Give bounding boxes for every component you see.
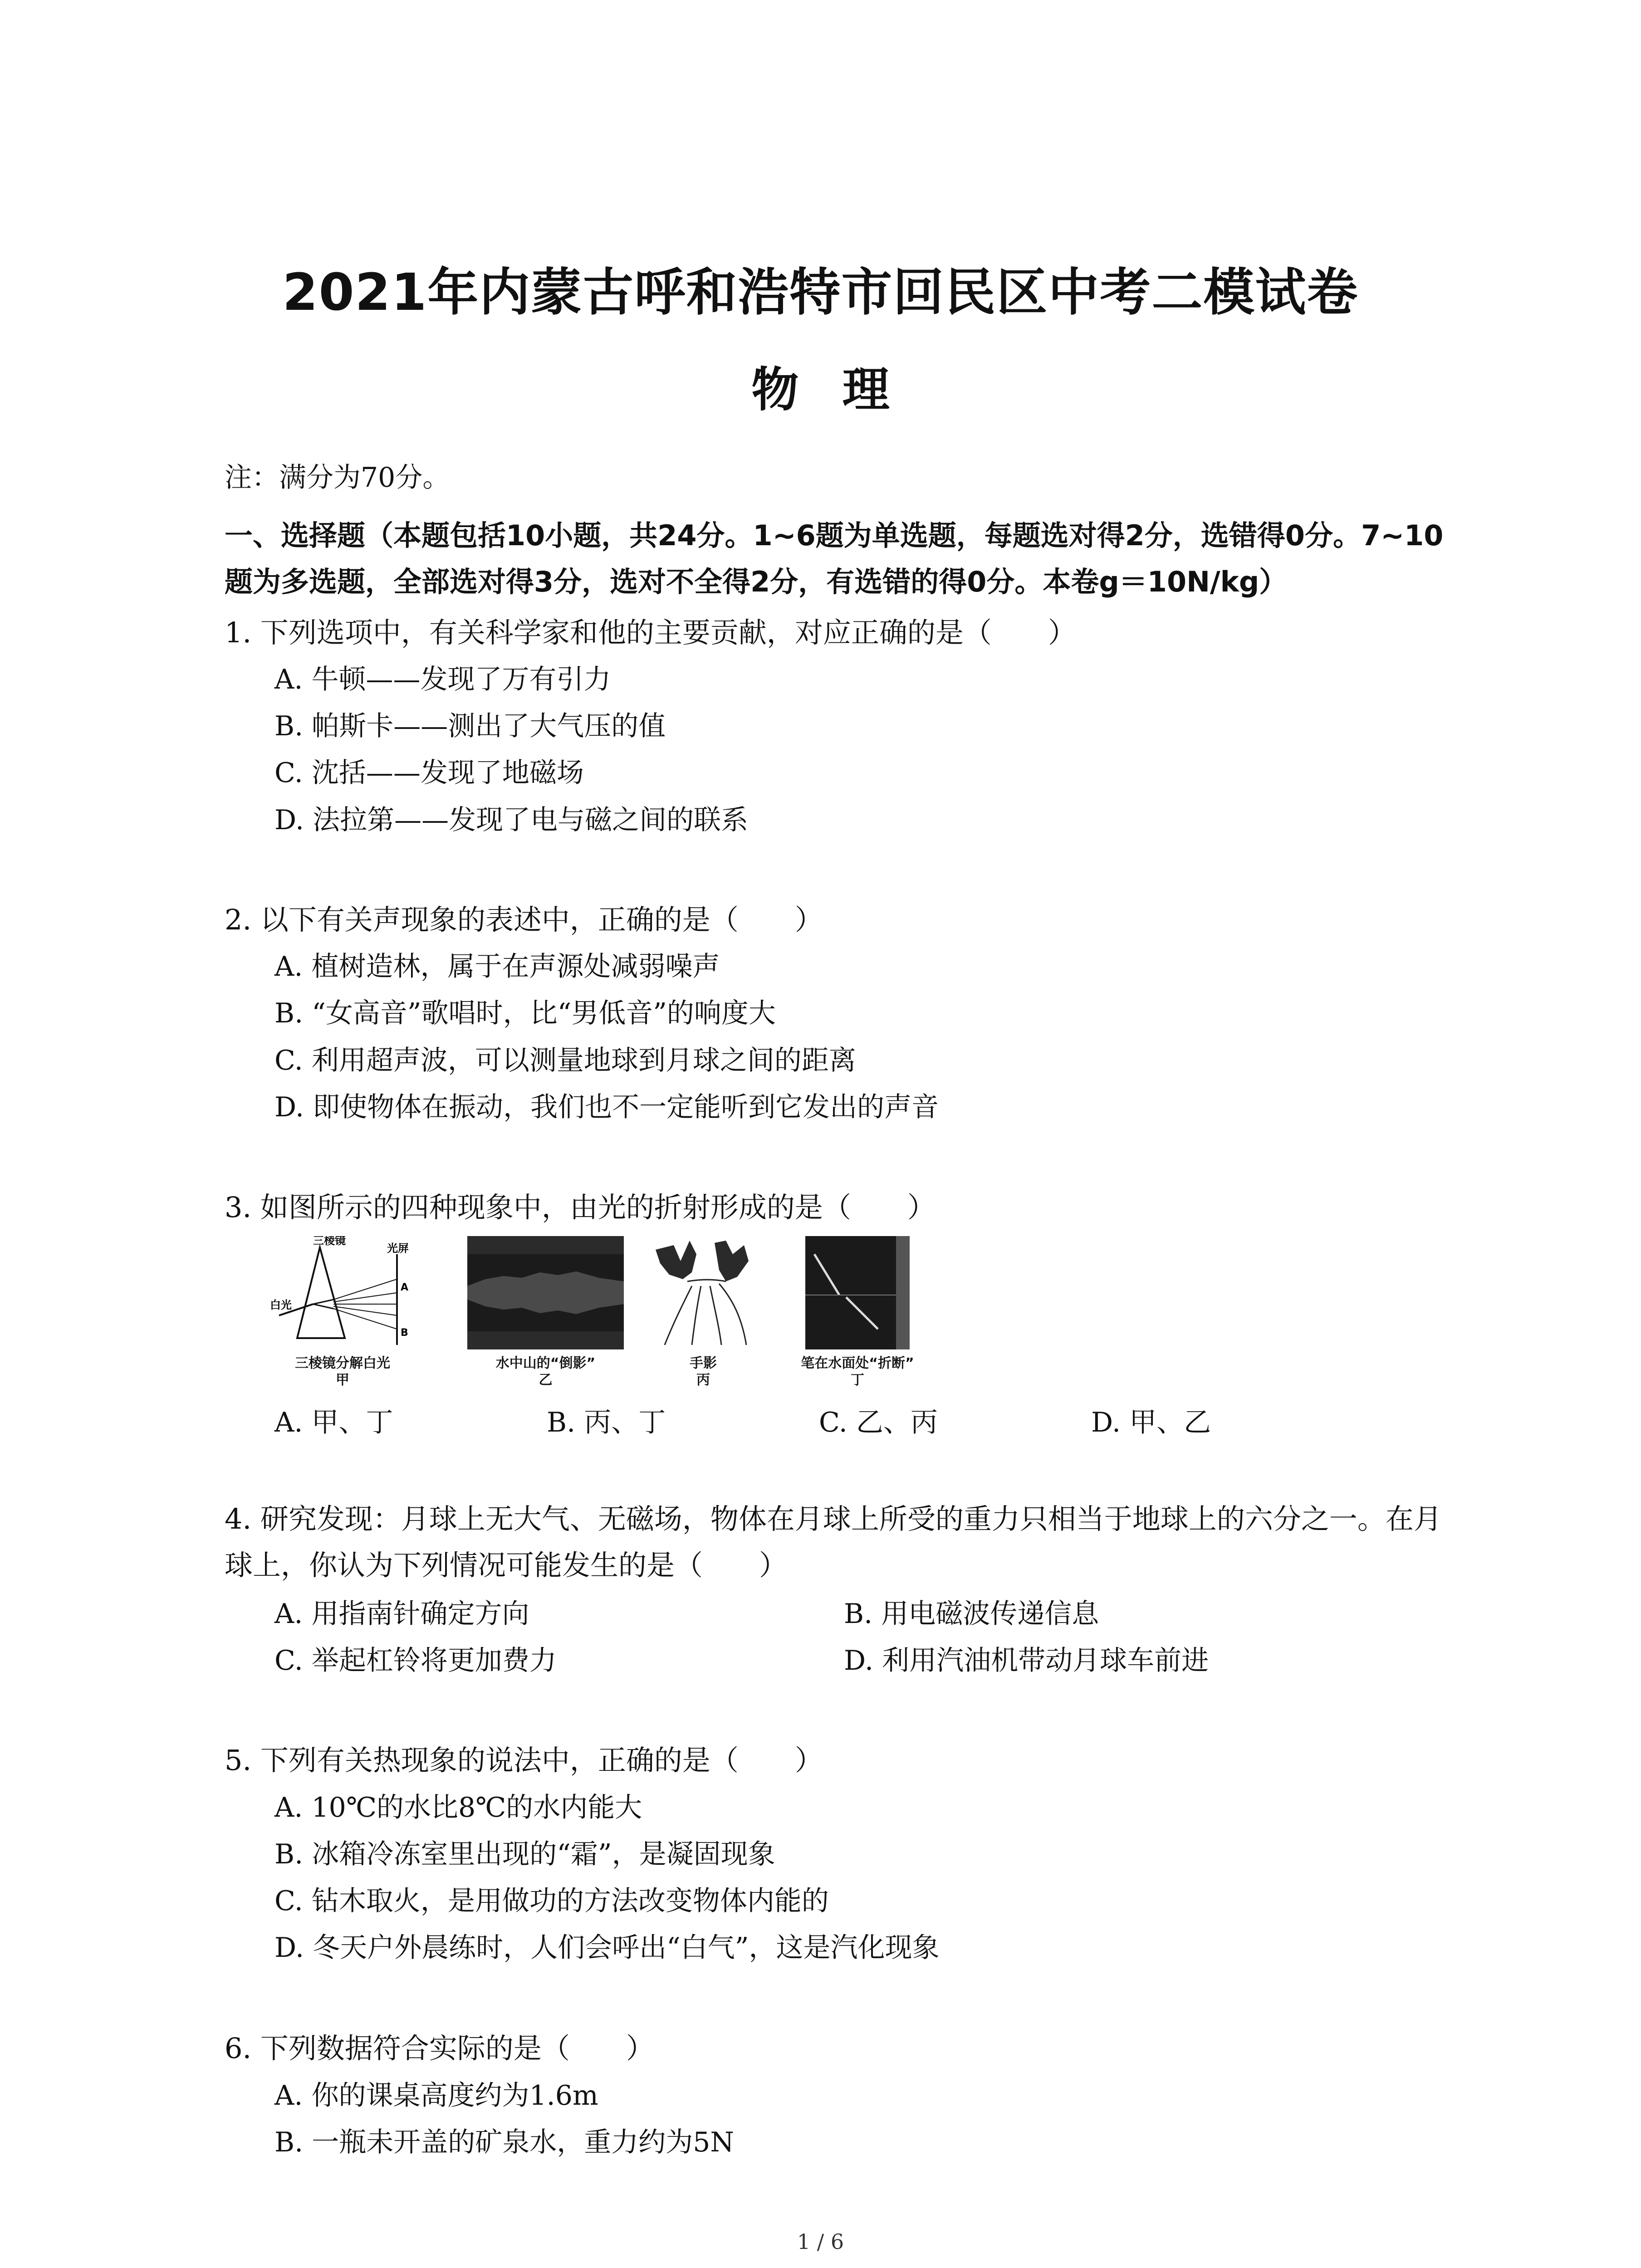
figure-yi: [467, 1236, 624, 1386]
tag-bing: 丙: [696, 1372, 710, 1388]
caption-jia: 三棱镜分解白光: [295, 1355, 390, 1371]
q3-option-a: A. 甲、丁: [274, 1407, 393, 1438]
q5-option-c: C. 钻木取火，是用做功的方法改变物体内能的: [274, 1885, 829, 1917]
page-number: 1 / 6: [797, 2229, 844, 2254]
q3-option-c: C. 乙、丙: [819, 1407, 938, 1438]
figure-ding: [796, 1236, 919, 1386]
q4-option-a: A. 用指南针确定方向: [274, 1598, 529, 1630]
tag-yi: 乙: [539, 1372, 553, 1388]
subject-title: 物 理: [751, 362, 890, 417]
q1-stem: 1. 下列选项中，有关科学家和他的主要贡献，对应正确的是（ ）: [225, 616, 1076, 649]
q1-option-c: C. 沈括——发现了地磁场: [274, 757, 584, 789]
q3-stem: 3. 如图所示的四种现象中，由光的折射形成的是（ ）: [225, 1191, 936, 1224]
q2-option-c: C. 利用超声波，可以测量地球到月球之间的距离: [274, 1045, 856, 1076]
q4-option-d: D. 利用汽油机带动月球车前进: [844, 1645, 1209, 1677]
q4-option-c: C. 举起杠铃将更加费力: [274, 1645, 557, 1677]
label-b: B: [401, 1327, 408, 1339]
q2-option-d: D. 即使物体在振动，我们也不一定能听到它发出的声音: [274, 1091, 939, 1123]
caption-yi: 水中山的“倒影”: [495, 1355, 596, 1371]
q2-option-b: B. “女高音”歌唱时，比“男低音”的响度大: [274, 997, 776, 1029]
q5-stem: 5. 下列有关热现象的说法中，正确的是（ ）: [225, 1744, 823, 1777]
label-prism: 三棱镜: [313, 1236, 346, 1247]
q5-option-d: D. 冬天户外晨练时，人们会呼出“白气”，这是汽化现象: [274, 1932, 940, 1964]
q4-option-b: B. 用电磁波传递信息: [844, 1598, 1099, 1630]
figure-bing: [647, 1236, 760, 1386]
prism-diagram: [270, 1236, 415, 1354]
prism-triangle: [297, 1247, 345, 1338]
pencil-in-water-photo: [796, 1236, 919, 1349]
exam-title: 2021年内蒙古呼和浩特市回民区中考二模试卷: [282, 263, 1359, 322]
q2-stem: 2. 以下有关声现象的表述中，正确的是（ ）: [225, 903, 823, 936]
section-heading: 一、选择题（本题包括10小题，共24分。1~6题为单选题，每题选对得2分，选错得0分。7~10题为多选题，全部选对得3分，选对不全得2分，有选错的得0分。本卷g＝10N/kg）: [225, 519, 1444, 598]
q5-option-a: A. 10℃的水比8℃的水内能大: [274, 1792, 642, 1823]
q6-stem: 6. 下列数据符合实际的是（ ）: [225, 2032, 654, 2065]
label-white-light: 白光: [270, 1299, 292, 1311]
tag-ding: 丁: [851, 1372, 864, 1388]
q4-stem: 4. 研究发现：月球上无大气、无磁场，物体在月球上所受的重力只相当于地球上的六分之一。在月球上，你认为下列情况可能发生的是（ ）: [225, 1502, 1442, 1582]
tag-jia: 甲: [336, 1372, 349, 1388]
q6-option-a: A. 你的课桌高度约为1.6m: [274, 2080, 598, 2112]
caption-ding: 笔在水面处“折断”: [801, 1355, 914, 1371]
score-note: 注：满分为70分。: [225, 462, 450, 494]
figure-jia: [270, 1236, 415, 1386]
label-screen: 光屏: [387, 1242, 409, 1255]
q6-option-b: B. 一瓶未开盖的矿泉水，重力约为5N: [274, 2126, 734, 2158]
q5-option-b: B. 冰箱冷冻室里出现的“霜”，是凝固现象: [274, 1838, 775, 1870]
hand-shadow-picture: [647, 1236, 760, 1349]
q3-option-b: B. 丙、丁: [547, 1407, 666, 1438]
mountain-reflection-photo: [467, 1236, 624, 1349]
q1-option-b: B. 帕斯卡——测出了大气压的值: [274, 710, 666, 742]
q1-option-d: D. 法拉第——发现了电与磁之间的联系: [274, 804, 749, 836]
label-a: A: [401, 1282, 409, 1293]
q2-option-a: A. 植树造林，属于在声源处减弱噪声: [274, 951, 720, 982]
q1-option-a: A. 牛顿——发现了万有引力: [274, 664, 611, 695]
caption-bing: 手影: [690, 1355, 717, 1371]
q3-option-d: D. 甲、乙: [1091, 1407, 1211, 1438]
